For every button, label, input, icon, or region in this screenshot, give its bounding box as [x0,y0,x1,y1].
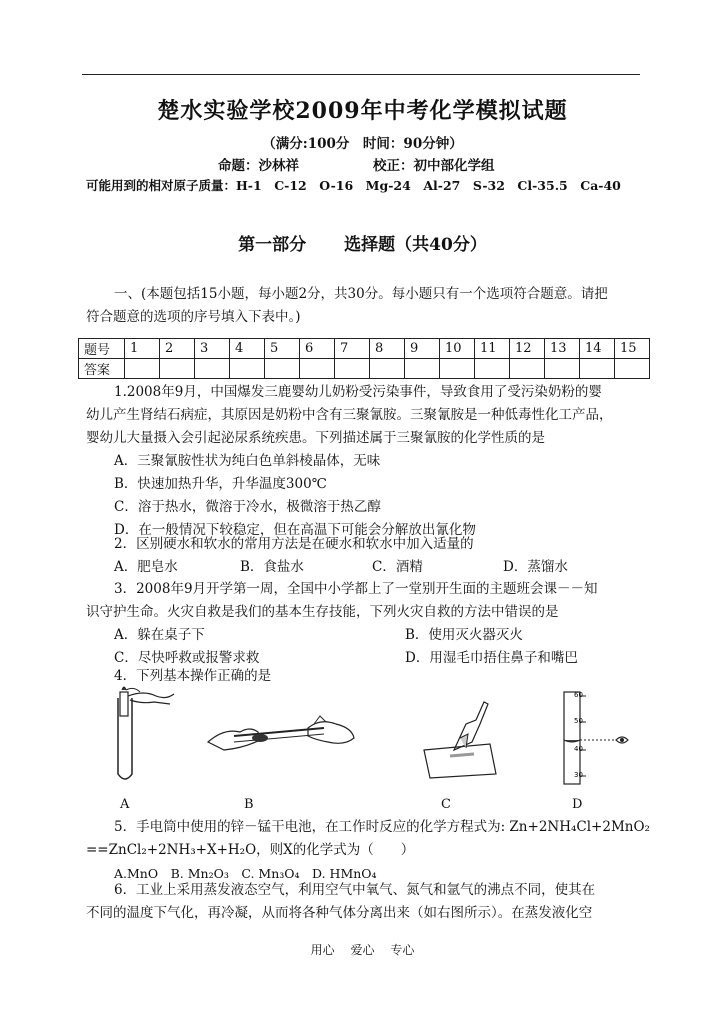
q2-option-a[interactable]: A．肥皂水 [114,559,178,575]
answer-cell[interactable] [405,359,440,379]
answer-cell[interactable] [335,359,370,379]
figure-label-b[interactable]: B [244,797,254,812]
question-3 [86,578,598,624]
col-number: 10 [440,339,475,359]
q5-stem-line: 5．手电筒中使用的锌－锰干电池，在工作时反应的化学方程式为: Zn+2NH₄Cl+2MnO₂ [114,819,650,835]
figure-c-test-paper [414,690,504,780]
q3-option-b[interactable]: B．使用灭火器灭火 [405,627,523,643]
col-number: 8 [370,339,405,359]
answer-cell[interactable] [475,359,510,379]
footer-text: 专心 [390,943,415,957]
answer-cell[interactable] [370,359,405,379]
instructions-line-1: 一、(本题包括15小题，每小题2分，共30分。每小题只有一个选项符合题意。请把 [114,286,608,302]
col-number: 14 [580,339,615,359]
footer-text: 爱心 [350,943,375,957]
answer-cell[interactable] [125,359,160,379]
answer-cell[interactable] [195,359,230,379]
q3-option-d[interactable]: D．用湿毛巾捂住鼻子和嘴巴 [405,650,578,666]
answer-cell[interactable] [615,359,650,379]
figure-label-c[interactable]: C [441,797,451,812]
answer-table [78,338,650,379]
figure-b-test-tube-hands [204,708,359,758]
col-number: 9 [405,339,440,359]
col-number: 6 [300,339,335,359]
answer-cell[interactable] [265,359,300,379]
q3-stem-line: 3．2008年9月开学第一周，全国中小学都上了一堂别开生面的主题班会课－－知 [114,581,598,597]
q2-option-b[interactable]: B．食盐水 [240,559,304,575]
q3-stem-line: 识守护生命。火灾自救是我们的基本生存技能，下列火灾自救的方法中错误的是 [86,604,559,620]
figure-d-graduated-cylinder [556,688,636,788]
col-number: 2 [160,339,195,359]
q6-stem-line: 6．工业上采用蒸发液态空气，利用空气中氧气、氮气和氩气的沸点不同，使其在 [114,882,596,898]
score-time: （满分:100分 时间：90分钟） [262,136,463,152]
q1-option-b[interactable]: B．快速加热升华，升华温度300℃ [114,476,327,492]
section-part: 第一部分 [238,235,307,255]
q5-stem-line: ==ZnCl₂+2NH₃+X+H₂O，则X的化学式为（ ） [86,842,415,858]
q2-option-d[interactable]: D．蒸馏水 [503,559,568,575]
answer-cell[interactable] [510,359,545,379]
figure-a-dropper [104,686,184,786]
answer-cell[interactable] [300,359,335,379]
col-number: 7 [335,339,370,359]
col-number: 3 [195,339,230,359]
q1-stem-line: 幼儿产生肾结石病症，其原因是奶粉中含有三聚氰胺。三聚氰胺是一种低毒性化工产品， [86,407,613,423]
section-heading [0,230,725,255]
answer-cell[interactable] [230,359,265,379]
question-5 [86,816,650,885]
col-number: 11 [475,339,510,359]
cylinder-tick-label: 40 [574,745,583,753]
cylinder-tick-label: 60 [574,691,583,699]
section-name: 选择题（共40分） [344,235,487,255]
header-rule [82,74,640,75]
col-number: 13 [545,339,580,359]
q2-stem: 2．区别硬水和软水的常用方法是在硬水和软水中加入适量的 [114,536,474,552]
row-header-number: 题号 [79,339,125,359]
answer-table-number-row [79,339,650,359]
figure-label-d[interactable]: D [572,797,583,812]
answer-table-answer-row [79,359,650,379]
answer-cell[interactable] [580,359,615,379]
cylinder-tick-label: 30 [574,771,583,779]
row-header-answer: 答案 [79,359,125,379]
answer-cell[interactable] [160,359,195,379]
q3-option-a[interactable]: A．躲在桌子下 [114,627,205,643]
instructions [86,283,608,329]
col-number: 1 [125,339,160,359]
q1-stem-line: 1.2008年9月，中国爆发三鹿婴幼儿奶粉受污染事件，导致食用了受污染奶粉的婴 [114,384,602,400]
q3-option-c[interactable]: C．尽快呼救或报警求救 [114,650,260,666]
q1-option-c[interactable]: C．溶于热水，微溶于冷水，极微溶于热乙醇 [114,499,381,515]
answer-cell[interactable] [545,359,580,379]
q1-option-a[interactable]: A．三聚氰胺性状为纯白色单斜棱晶体，无味 [114,453,381,469]
q2-option-c[interactable]: C．酒精 [372,559,423,575]
author: 命题：沙林祥 [218,158,299,174]
col-number: 5 [265,339,300,359]
atomic-masses: 可能用到的相对原子质量：H-1 C-12 O-16 Mg-24 Al-27 S-32 Cl-35.5 Ca-40 [86,178,621,193]
q1-option-d[interactable]: D．在一般情况下较稳定，但在高温下可能会分解放出氰化物 [114,522,476,538]
answer-cell[interactable] [440,359,475,379]
q6-stem-line: 不同的温度下气化，再冷凝，从而将各种气体分离出来（如右图所示）。在蒸发液化空 [86,905,593,921]
q1-stem-line: 婴幼儿大量摄入会引起泌尿系统疾患。下列描述属于三聚氰胺的化学性质的是 [86,430,545,446]
exam-title: 楚水实验学校2009年中考化学模拟试题 [157,98,568,124]
page-footer [0,941,725,958]
reviewer: 校正：初中部化学组 [373,158,495,174]
cylinder-tick-label: 50 [574,717,583,725]
question-6 [86,879,595,925]
col-number: 12 [510,339,545,359]
footer-text: 用心 [310,943,335,957]
col-number: 4 [230,339,265,359]
figure-label-a[interactable]: A [120,797,130,812]
instructions-line-2: 符合题意的选项的序号填入下表中。) [86,309,301,325]
q5-options[interactable]: A.MnO B. Mn₂O₃ C. Mn₃O₄ D. HMnO₄ [114,866,377,881]
q4-stem: 4．下列基本操作正确的是 [114,668,272,684]
col-number: 15 [615,339,650,359]
question-1 [86,381,613,542]
